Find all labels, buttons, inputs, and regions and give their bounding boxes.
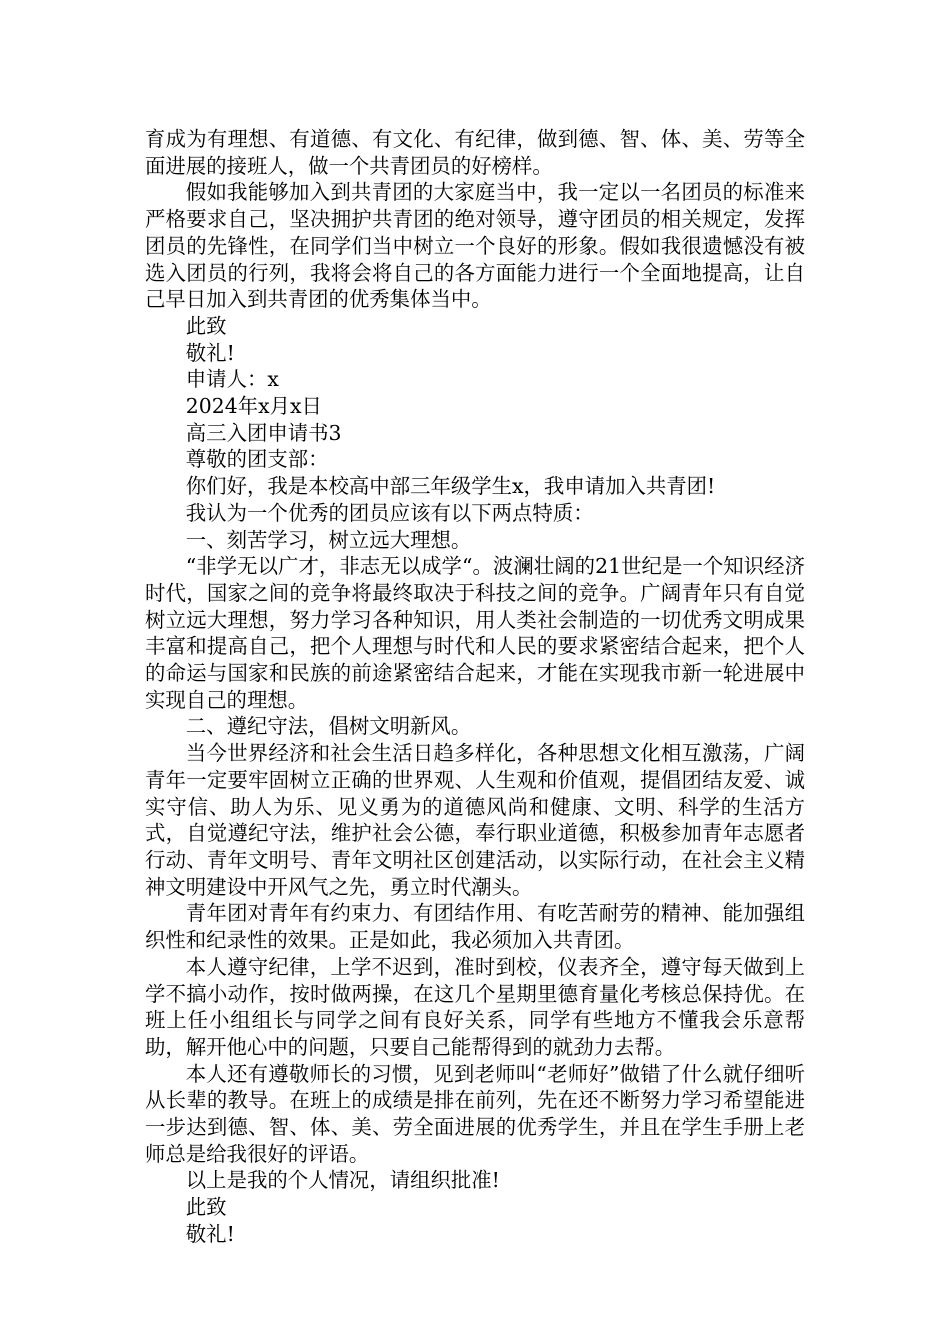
date-line: 2024年x月x日	[185, 394, 322, 419]
paragraph-pledge: 假如我能够加入到共青团的大家庭当中，我一定以一名团员的标准来严格要求自己，坚决拥护共青团的绝对领导，遵守团员的相关规定，发挥团员的先锋性，在同学们当中树立一个良好的形象。假如我很遗憾没有被选入团员的行列，我将会将自己的各方面能力进行一个全面地提高，让自己早日加入到共青团的优秀集体当中。	[145, 180, 805, 312]
paragraph-respect: 本人还有遵敬师长的习惯，见到老师叫“老师好”做错了什么就仔细听从长辈的教导。在班上的成绩是排在前列，先在还不断努力学习希望能进一步达到德、智、体、美、劳全面进展的优秀学生，并且在学生手册上老师总是给我很好的评语。	[145, 1061, 805, 1166]
paragraph-introduction: 你们好，我是本校高中部三年级学生x，我申请加入共青团!	[185, 474, 716, 499]
section-title: 高三入团申请书3	[185, 420, 342, 445]
applicant-line: 申请人：x	[185, 367, 279, 392]
closing-salutation: 此致	[185, 313, 227, 338]
paragraph-point-one: “非学无以广才，非志无以成学“。波澜壮阔的21世纪是一个知识经济时代，国家之间的竞争将最终取决于科技之间的竞争。广阔青年只有自觉树立远大理想，努力学习各种知识，用人类社会制造的一切优秀文明成果丰富和提高自己，把个人理想与时代和人民的要求紧密结合起来，把个人的命运与国家和民族的前途紧密结合起来，才能在实现我市新一轮进展中实现自己的理想。	[145, 554, 805, 712]
closing-salutation-2: 此致	[185, 1195, 227, 1220]
closing-regards-2: 敬礼!	[185, 1221, 235, 1246]
closing-regards: 敬礼!	[185, 340, 235, 365]
greeting-line: 尊敬的团支部：	[185, 447, 329, 472]
paragraph-qualities-lead: 我认为一个优秀的团员应该有以下两点特质：	[185, 500, 594, 525]
paragraph-league-role: 青年团对青年有约束力、有团结作用、有吃苦耐劳的精神、能加强组织性和纪录性的效果。正是如此，我必须加入共青团。	[145, 901, 805, 953]
document-page	[145, 126, 805, 1248]
heading-point-two: 二、遵纪守法，倡树文明新风。	[185, 714, 472, 739]
paragraph-request: 以上是我的个人情况，请组织批准!	[185, 1168, 500, 1193]
paragraph-intro-continuation: 育成为有理想、有道德、有文化、有纪律，做到德、智、体、美、劳等全面进展的接班人，做一个共青团员的好榜样。	[145, 127, 805, 178]
heading-point-one: 一、刻苦学习，树立远大理想。	[185, 527, 472, 552]
paragraph-point-two: 当今世界经济和社会生活日趋多样化，各种思想文化相互激荡，广阔青年一定要牢固树立正确的世界观、人生观和价值观，提倡团结友爱、诚实守信、助人为乐、见义勇为的道德风尚和健康、文明、科学的生活方式，自觉遵纪守法，维护社会公德，奉行职业道德，积极参加青年志愿者行动、青年文明号、青年文明社区创建活动，以实际行动，在社会主义精神文明建设中开风气之先，勇立时代潮头。	[145, 741, 805, 899]
paragraph-discipline: 本人遵守纪律，上学不迟到，准时到校，仪表齐全，遵守每天做到上学不搞小动作，按时做两操，在这几个星期里德育量化考核总保持优。在班上任小组组长与同学之间有良好关系，同学有些地方不懂我会乐意帮助，解开他心中的问题，只要自己能帮得到的就劲力去帮。	[145, 954, 805, 1059]
